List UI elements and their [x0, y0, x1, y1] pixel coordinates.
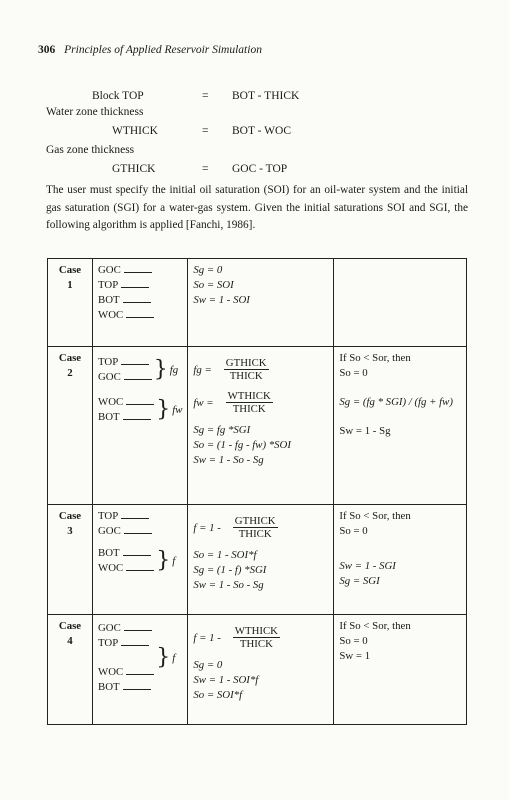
- zone-line: [98, 370, 152, 384]
- condition-line: Sw = 1 - Sg: [339, 425, 391, 437]
- zone-cell: [93, 505, 188, 615]
- zone-line: [98, 546, 154, 560]
- equation: Sw = 1 - So - Sg: [193, 579, 264, 591]
- case-word: Case: [58, 264, 82, 276]
- fraction-equation: [193, 357, 328, 382]
- zone-name: GOC: [98, 622, 121, 634]
- zone-line: [98, 293, 182, 307]
- assignment-rhs: GOC - TOP: [232, 163, 288, 175]
- fraction-lhs: fw =: [193, 396, 214, 409]
- zone-line: [98, 665, 154, 679]
- zone-line: [98, 636, 154, 650]
- zone-name: WOC: [98, 562, 124, 574]
- condition-line: Sg = (fg * SGI) / (fg + fw): [339, 396, 453, 408]
- formula-cell: [188, 347, 334, 505]
- assignment-wthick: [112, 125, 392, 141]
- zone-name: BOT: [98, 411, 120, 423]
- case-number: 3: [67, 525, 73, 537]
- zone-name: BOT: [98, 294, 120, 306]
- equation: Sw = 1 - SOI: [193, 294, 250, 306]
- condition-line: So = 0: [339, 525, 368, 537]
- zone-group: [98, 621, 182, 695]
- numerator: GTHICK: [234, 515, 276, 527]
- page-number: 306: [38, 44, 56, 56]
- assignment-lhs: WTHICK: [112, 125, 158, 137]
- zone-group: [98, 395, 182, 425]
- fraction-lhs: fg =: [193, 363, 212, 376]
- case-word: Case: [58, 510, 82, 522]
- water-zone-label: Water zone thickness: [46, 106, 144, 118]
- condition-cell: [334, 505, 467, 615]
- equation: So = (1 - fg - fw) *SOI: [193, 439, 291, 451]
- formula-cell: [188, 505, 334, 615]
- case-number: 4: [67, 635, 73, 647]
- numerator: GTHICK: [225, 357, 267, 369]
- condition-cell: [334, 259, 467, 347]
- zone-group: [98, 546, 182, 576]
- zone-name: TOP: [98, 510, 119, 522]
- equation: Sg = (1 - f) *SGI: [193, 564, 267, 576]
- denominator: THICK: [232, 403, 266, 415]
- gas-zone-label: Gas zone thickness: [46, 144, 135, 156]
- condition-line: If So < Sor, then: [339, 510, 411, 522]
- algorithm-paragraph: The user must specify the initial oil saturation (SOI) for an oil-water system and the initial gas saturation (SGI) for a water-gas system. Given the initial saturations SOI and SGI, the following algorithm is applied [Fanchi, 1986].: [46, 184, 468, 231]
- condition-line: If So < Sor, then: [339, 352, 411, 364]
- numerator: WTHICK: [234, 625, 278, 637]
- case-label: [48, 347, 93, 505]
- page-header: [38, 44, 262, 56]
- zone-name: GOC: [98, 264, 121, 276]
- brace-icon: }: [156, 645, 171, 670]
- denominator: THICK: [238, 528, 272, 540]
- zone-name: WOC: [98, 396, 124, 408]
- case-row-1: [48, 259, 467, 347]
- fraction-symbol: f: [172, 555, 176, 567]
- zone-name: TOP: [98, 279, 119, 291]
- assignment-lhs: Block TOP: [92, 90, 144, 102]
- condition-line: So = 0: [339, 635, 368, 647]
- zone-line: [98, 263, 182, 277]
- zone-line: [98, 395, 154, 409]
- fraction-symbol: fw: [172, 404, 183, 416]
- brace-icon: }: [156, 397, 171, 422]
- zone-line: [98, 509, 182, 523]
- case-number: 2: [67, 367, 73, 379]
- zone-line: [98, 621, 154, 635]
- saturation-case-table: [47, 258, 467, 725]
- denominator: THICK: [229, 370, 263, 382]
- zone-name: TOP: [98, 637, 119, 649]
- zone-name: TOP: [98, 356, 119, 368]
- equation: Sg = 0: [193, 264, 223, 276]
- condition-cell: [334, 347, 467, 505]
- equation: Sg = fg *SGI: [193, 424, 251, 436]
- assignment-op: =: [202, 90, 209, 102]
- zone-name: WOC: [98, 666, 124, 678]
- equation: So = SOI: [193, 279, 234, 291]
- assignment-block-top: [92, 90, 392, 106]
- fraction-equation: [193, 625, 328, 650]
- assignment-op: =: [202, 163, 209, 175]
- zone-line: [98, 308, 182, 322]
- condition-line: So = 0: [339, 367, 368, 379]
- fraction-symbol: f: [172, 652, 176, 664]
- zone-line: [98, 524, 182, 538]
- zone-name: BOT: [98, 547, 120, 559]
- zone-line: [98, 355, 152, 369]
- formula-cell: [188, 259, 334, 347]
- assignment-op: =: [202, 125, 209, 137]
- numerator: WTHICK: [227, 390, 271, 402]
- case-word: Case: [58, 352, 82, 364]
- condition-line: If So < Sor, then: [339, 620, 411, 632]
- brace-icon: }: [153, 357, 168, 382]
- fraction-symbol: fg: [169, 364, 179, 376]
- case-row-4: [48, 615, 467, 725]
- fraction-equation: [193, 390, 328, 415]
- zone-line: [98, 410, 154, 424]
- assignment-gthick: [112, 163, 392, 179]
- zone-cell: [93, 259, 188, 347]
- fraction-lhs: f = 1 -: [193, 631, 221, 644]
- case-label: [48, 615, 93, 725]
- equation: Sg = 0: [193, 659, 223, 671]
- zone-group: [98, 355, 182, 385]
- equation: Sw = 1 - So - Sg: [193, 454, 264, 466]
- equation: Sw = 1 - SOI*f: [193, 674, 259, 686]
- zone-name: BOT: [98, 681, 120, 693]
- zone-line: [98, 680, 154, 694]
- book-title: Principles of Applied Reservoir Simulation: [64, 44, 262, 56]
- zone-cell: [93, 615, 188, 725]
- zone-name: WOC: [98, 309, 124, 321]
- case-number: 1: [67, 279, 73, 291]
- fraction-lhs: f = 1 -: [193, 521, 221, 534]
- assignment-rhs: BOT - WOC: [232, 125, 291, 137]
- brace-icon: }: [156, 548, 171, 573]
- condition-line: Sg = SGI: [339, 575, 380, 587]
- case-word: Case: [58, 620, 82, 632]
- formula-cell: [188, 615, 334, 725]
- assignment-lhs: GTHICK: [112, 163, 156, 175]
- case-row-2: [48, 347, 467, 505]
- zone-cell: [93, 347, 188, 505]
- equation: So = SOI*f: [193, 689, 243, 701]
- zone-name: GOC: [98, 525, 121, 537]
- condition-line: Sw = 1 - SGI: [339, 560, 396, 572]
- case-row-3: [48, 505, 467, 615]
- zone-line: [98, 278, 182, 292]
- zone-name: GOC: [98, 371, 121, 383]
- case-label: [48, 505, 93, 615]
- assignment-rhs: BOT - THICK: [232, 90, 300, 102]
- condition-line: Sw = 1: [339, 650, 371, 662]
- equation: So = 1 - SOI*f: [193, 549, 257, 561]
- denominator: THICK: [239, 638, 273, 650]
- case-label: [48, 259, 93, 347]
- zone-line: [98, 561, 154, 575]
- fraction-equation: [193, 515, 328, 540]
- condition-cell: [334, 615, 467, 725]
